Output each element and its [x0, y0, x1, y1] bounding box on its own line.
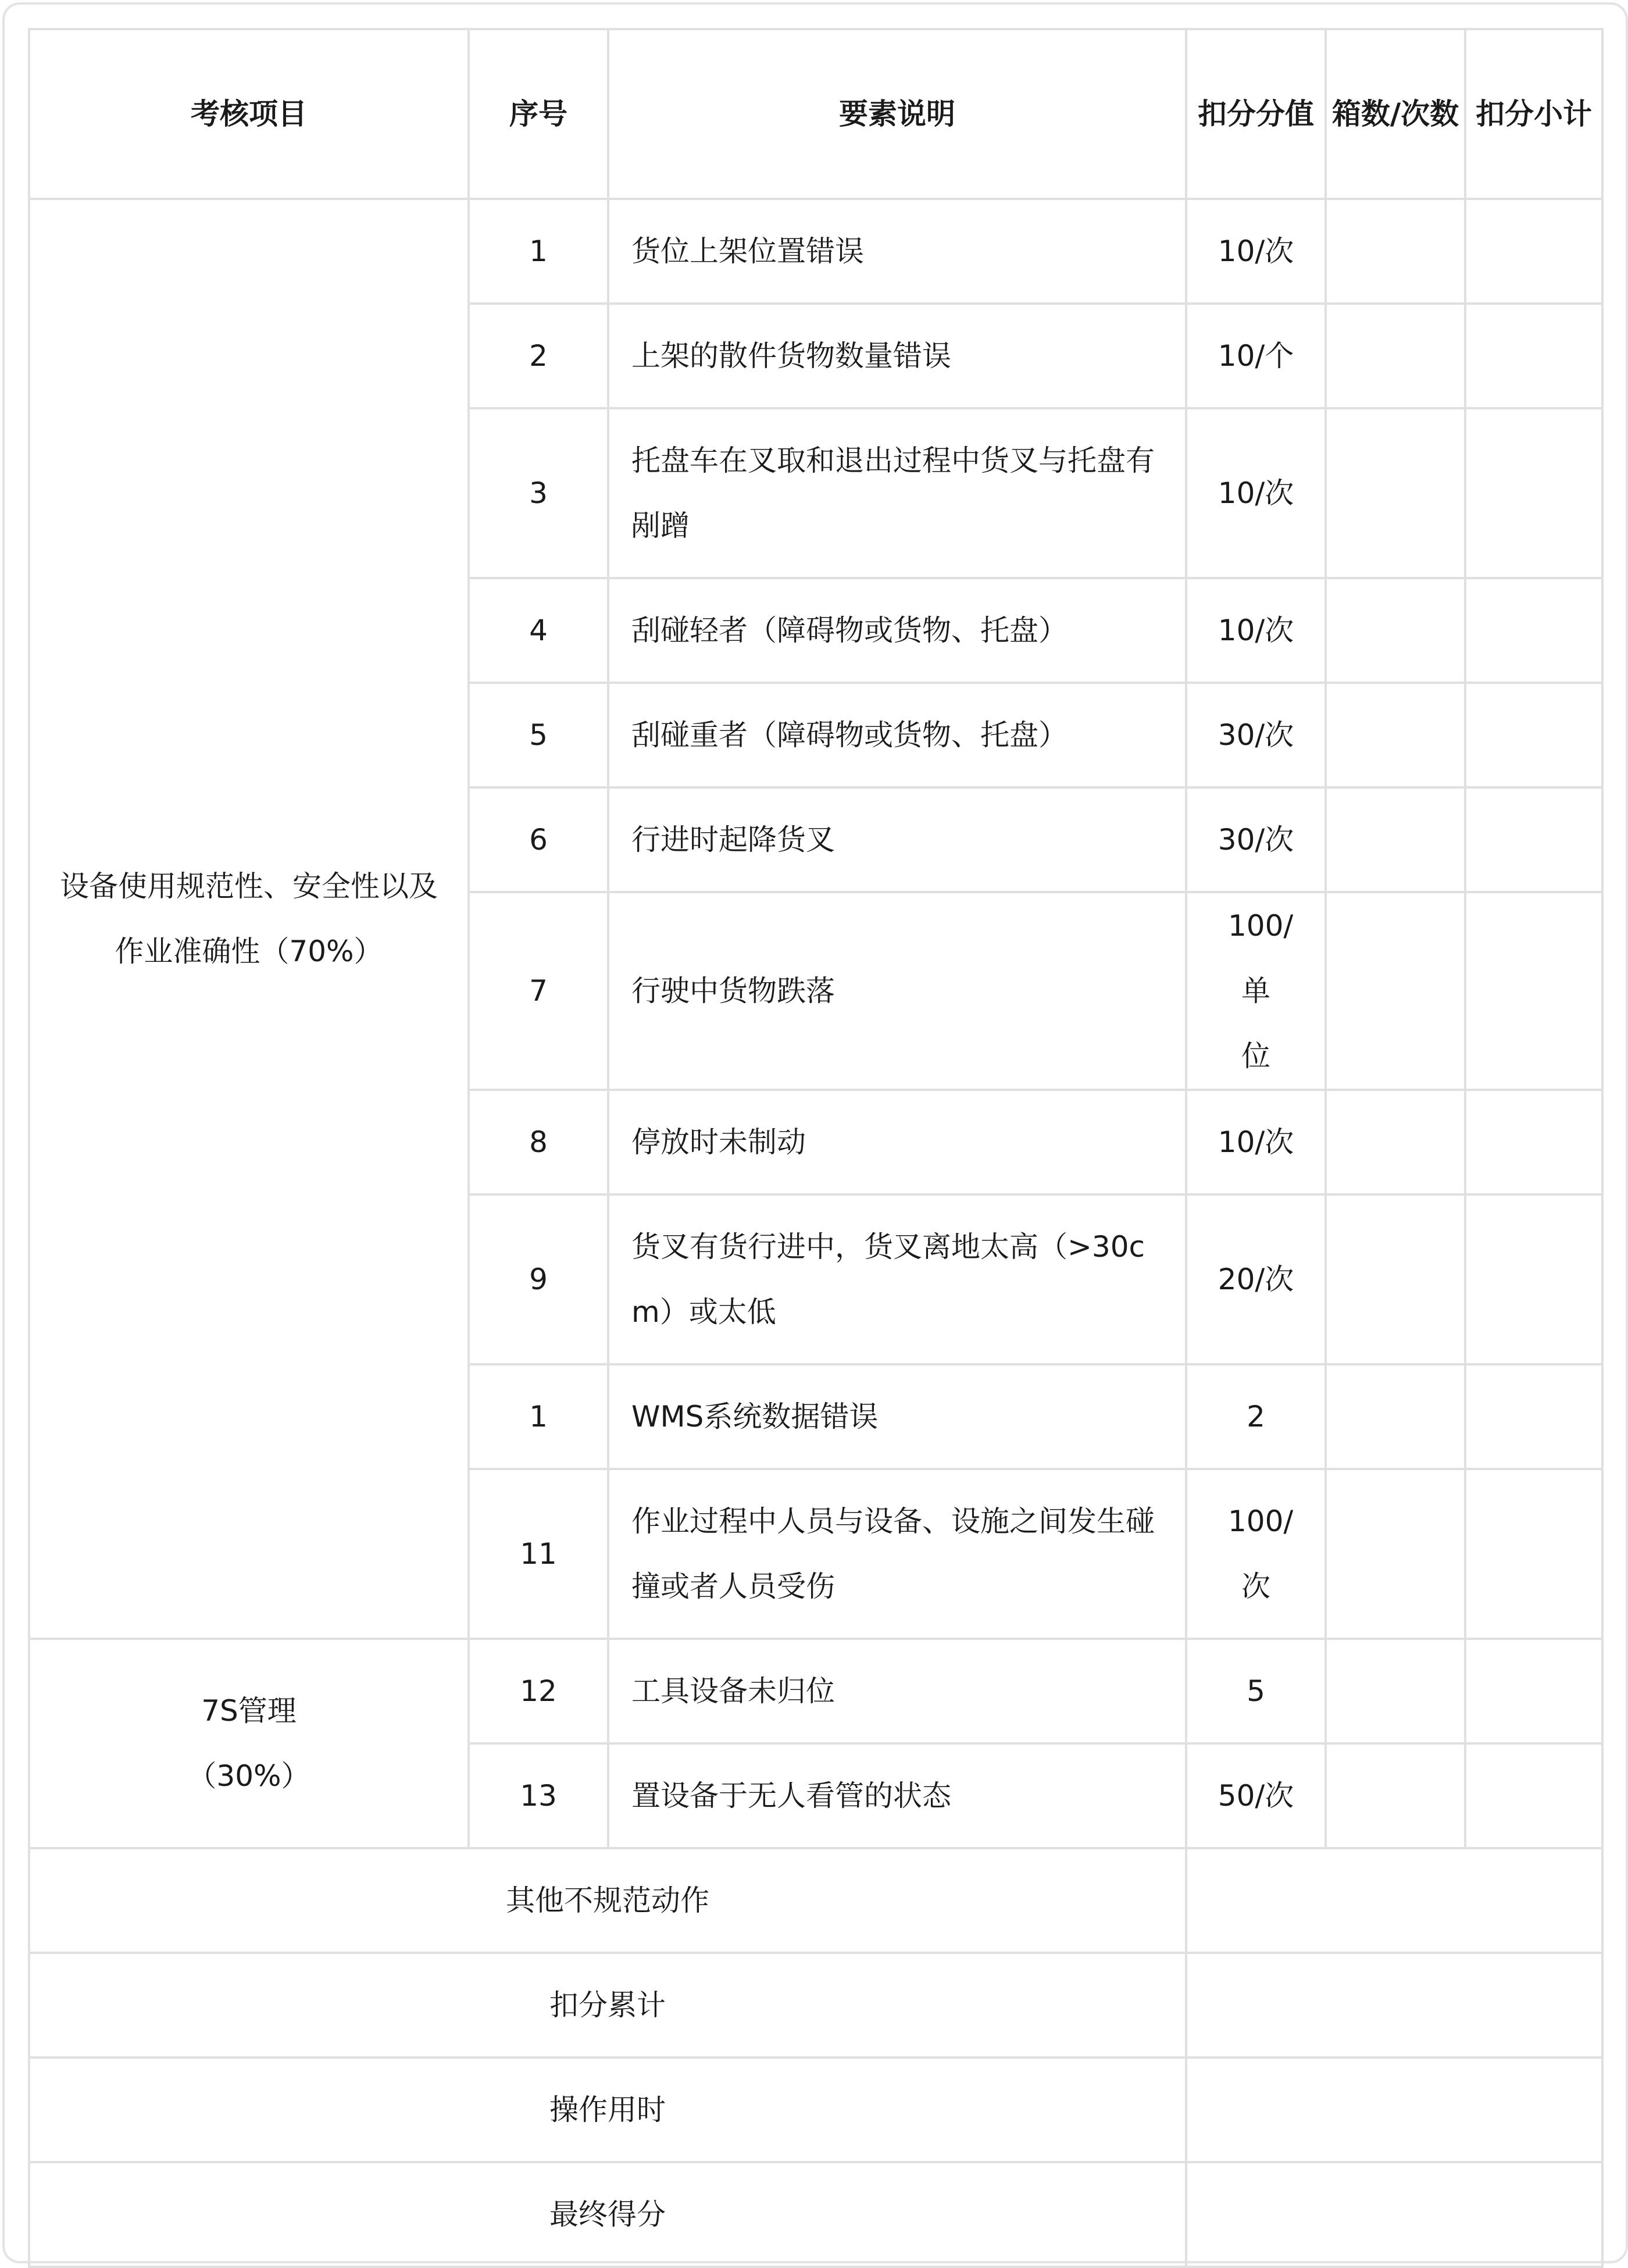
header-subtotal: 扣分小计	[1465, 29, 1602, 199]
deduct-cell: 10/次	[1186, 408, 1326, 578]
deduct-cell: 20/次	[1186, 1194, 1326, 1364]
footer-value-final-score[interactable]	[1186, 2162, 1602, 2267]
deduct-cell: 5	[1186, 1639, 1326, 1743]
footer-row-total-deduction	[29, 1953, 1602, 2057]
subtotal-cell[interactable]	[1465, 1639, 1602, 1743]
description-cell: 上架的散件货物数量错误	[608, 304, 1186, 408]
footer-value-operation-time[interactable]	[1186, 2057, 1602, 2162]
box-count-cell[interactable]	[1326, 1364, 1465, 1469]
subtotal-cell[interactable]	[1465, 1090, 1602, 1194]
box-count-cell[interactable]	[1326, 578, 1465, 683]
header-deduct-value: 扣分分值	[1186, 29, 1326, 199]
description-cell: 行驶中货物跌落	[608, 892, 1186, 1090]
subtotal-cell[interactable]	[1465, 1743, 1602, 1848]
index-cell: 12	[469, 1639, 608, 1743]
subtotal-cell[interactable]	[1465, 787, 1602, 892]
box-count-cell[interactable]	[1326, 1743, 1465, 1848]
assessment-table	[28, 28, 1604, 2268]
index-cell: 2	[469, 304, 608, 408]
header-description: 要素说明	[608, 29, 1186, 199]
description-cell: 刮碰重者（障碍物或货物、托盘）	[608, 683, 1186, 787]
footer-value-total-deduction[interactable]	[1186, 1953, 1602, 2057]
index-cell: 1	[469, 1364, 608, 1469]
description-cell: 行进时起降货叉	[608, 787, 1186, 892]
subtotal-cell[interactable]	[1465, 578, 1602, 683]
description-cell: WMS系统数据错误	[608, 1364, 1186, 1469]
box-count-cell[interactable]	[1326, 1639, 1465, 1743]
deduct-cell: 30/次	[1186, 683, 1326, 787]
box-count-cell[interactable]	[1326, 199, 1465, 304]
deduct-cell: 100/次	[1186, 1469, 1326, 1639]
box-count-cell[interactable]	[1326, 304, 1465, 408]
subtotal-cell[interactable]	[1465, 199, 1602, 304]
index-cell: 11	[469, 1469, 608, 1639]
index-cell: 6	[469, 787, 608, 892]
index-cell: 4	[469, 578, 608, 683]
footer-label-operation-time: 操作用时	[29, 2057, 1186, 2162]
footer-row-operation-time	[29, 2057, 1602, 2162]
subtotal-cell[interactable]	[1465, 683, 1602, 787]
header-category: 考核项目	[29, 29, 469, 199]
subtotal-cell[interactable]	[1465, 304, 1602, 408]
index-cell: 3	[469, 408, 608, 578]
subtotal-cell[interactable]	[1465, 1469, 1602, 1639]
footer-label-total-deduction: 扣分累计	[29, 1953, 1186, 2057]
footer-label-final-score: 最终得分	[29, 2162, 1186, 2267]
footer-row-other	[29, 1848, 1602, 1953]
description-cell: 刮碰轻者（障碍物或货物、托盘）	[608, 578, 1186, 683]
table-row	[29, 1639, 1602, 1743]
footer-row-final-score	[29, 2162, 1602, 2267]
description-cell: 置设备于无人看管的状态	[608, 1743, 1186, 1848]
description-cell: 工具设备未归位	[608, 1639, 1186, 1743]
box-count-cell[interactable]	[1326, 892, 1465, 1090]
description-cell: 停放时未制动	[608, 1090, 1186, 1194]
box-count-cell[interactable]	[1326, 1469, 1465, 1639]
description-cell: 货叉有货行进中，货叉离地太高（>30cm）或太低	[608, 1194, 1186, 1364]
box-count-cell[interactable]	[1326, 787, 1465, 892]
header-index: 序号	[469, 29, 608, 199]
deduct-cell: 10/次	[1186, 578, 1326, 683]
category-cell-7s: 7S管理（30%）	[29, 1639, 469, 1848]
footer-label-other: 其他不规范动作	[29, 1848, 1186, 1953]
header-row	[29, 29, 1602, 199]
index-cell: 13	[469, 1743, 608, 1848]
subtotal-cell[interactable]	[1465, 1194, 1602, 1364]
deduct-cell: 50/次	[1186, 1743, 1326, 1848]
index-cell: 9	[469, 1194, 608, 1364]
deduct-cell: 10/次	[1186, 199, 1326, 304]
subtotal-cell[interactable]	[1465, 1364, 1602, 1469]
index-cell: 1	[469, 199, 608, 304]
index-cell: 7	[469, 892, 608, 1090]
box-count-cell[interactable]	[1326, 1090, 1465, 1194]
deduct-cell: 30/次	[1186, 787, 1326, 892]
subtotal-cell[interactable]	[1465, 892, 1602, 1090]
deduct-cell: 2	[1186, 1364, 1326, 1469]
table-row	[29, 199, 1602, 304]
index-cell: 5	[469, 683, 608, 787]
subtotal-cell[interactable]	[1465, 408, 1602, 578]
box-count-cell[interactable]	[1326, 683, 1465, 787]
box-count-cell[interactable]	[1326, 1194, 1465, 1364]
box-count-cell[interactable]	[1326, 408, 1465, 578]
deduct-cell: 10/个	[1186, 304, 1326, 408]
description-cell: 货位上架位置错误	[608, 199, 1186, 304]
category-cell-equipment: 设备使用规范性、安全性以及作业准确性（70%）	[29, 199, 469, 1639]
description-cell: 作业过程中人员与设备、设施之间发生碰撞或者人员受伤	[608, 1469, 1186, 1639]
deduct-cell: 10/次	[1186, 1090, 1326, 1194]
deduct-cell: 100/单位	[1186, 892, 1326, 1090]
index-cell: 8	[469, 1090, 608, 1194]
header-box-count: 箱数/次数	[1326, 29, 1465, 199]
description-cell: 托盘车在叉取和退出过程中货叉与托盘有剐蹭	[608, 408, 1186, 578]
footer-value-other[interactable]	[1186, 1848, 1602, 1953]
